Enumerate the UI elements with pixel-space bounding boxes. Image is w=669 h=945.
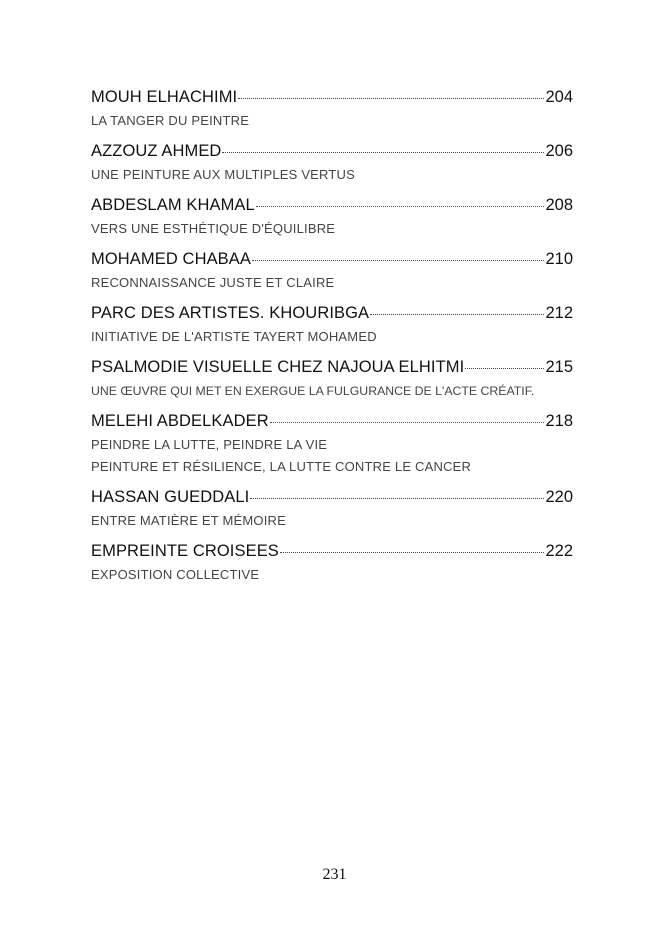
dot-leader [370, 314, 544, 315]
entry-subtitle: ENTRE MATIÈRE ET MÉMOIRE [91, 513, 287, 528]
entry-title: HASSAN GUEDDALI [91, 488, 250, 506]
entry-page-number: 218 [545, 412, 573, 430]
toc-entry-line [91, 196, 573, 218]
toc-entry [91, 196, 573, 240]
toc-entry [91, 488, 573, 532]
entry-title: MELEHI ABDELKADER [91, 412, 269, 430]
table-of-contents [91, 88, 573, 596]
entry-page-number: 204 [545, 88, 573, 106]
toc-entry-line [91, 142, 573, 164]
entry-title: ABDESLAM KHAMAL [91, 196, 255, 214]
toc-entry [91, 304, 573, 348]
toc-entry-line [91, 488, 573, 510]
entry-subtitle: EXPOSITION COLLECTIVE [91, 567, 260, 582]
entry-title: PARC DES ARTISTES. KHOURIBGA [91, 304, 370, 322]
entry-subtitle: UNE ŒUVRE QUI MET EN EXERGUE LA FULGURANCE DE L'ACTE CRÉATIF. [91, 384, 535, 398]
toc-entry [91, 142, 573, 186]
toc-entry [91, 88, 573, 132]
toc-entry-line [91, 542, 573, 564]
entry-subtitle: INITIATIVE DE L'ARTISTE TAYERT MOHAMED [91, 329, 377, 344]
dot-leader [252, 260, 544, 261]
page-number: 231 [322, 866, 347, 883]
dot-leader [238, 98, 544, 99]
toc-entry-line [91, 412, 573, 434]
toc-entry-line [91, 88, 573, 110]
entry-title: EMPREINTE CROISEES [91, 542, 279, 560]
entry-page-number: 208 [545, 196, 573, 214]
entry-title: PSALMODIE VISUELLE CHEZ NAJOUA ELHITMI [91, 358, 465, 376]
entry-title: AZZOUZ AHMED [91, 142, 222, 160]
entry-page-number: 215 [545, 358, 573, 376]
entry-title: MOUH ELHACHIMI [91, 88, 238, 106]
entry-page-number: 206 [545, 142, 573, 160]
entry-subtitle: LA TANGER DU PEINTRE [91, 113, 250, 128]
toc-entry-line [91, 250, 573, 272]
dot-leader [280, 552, 545, 553]
toc-entry [91, 358, 573, 402]
dot-leader [256, 206, 545, 207]
entry-page-number: 220 [545, 488, 573, 506]
dot-leader [465, 368, 544, 369]
entry-subtitle: RECONNAISSANCE JUSTE ET CLAIRE [91, 275, 335, 290]
dot-leader [222, 152, 544, 153]
entry-subtitle: VERS UNE ESTHÉTIQUE D'ÉQUILIBRE [91, 221, 336, 236]
entry-subtitle: PEINDRE LA LUTTE, PEINDRE LA VIE [91, 437, 328, 452]
entry-page-number: 222 [545, 542, 573, 560]
toc-entry-line [91, 304, 573, 326]
toc-entry-line [91, 358, 573, 380]
toc-entry [91, 412, 573, 478]
toc-entry [91, 250, 573, 294]
entry-title: MOHAMED CHABAA [91, 250, 252, 268]
dot-leader [270, 422, 545, 423]
entry-page-number: 210 [545, 250, 573, 268]
entry-subtitle: PEINTURE ET RÉSILIENCE, LA LUTTE CONTRE LE CANCER [91, 459, 472, 474]
toc-entry [91, 542, 573, 586]
entry-subtitle: UNE PEINTURE AUX MULTIPLES VERTUS [91, 167, 356, 182]
dot-leader [250, 498, 544, 499]
entry-page-number: 212 [545, 304, 573, 322]
